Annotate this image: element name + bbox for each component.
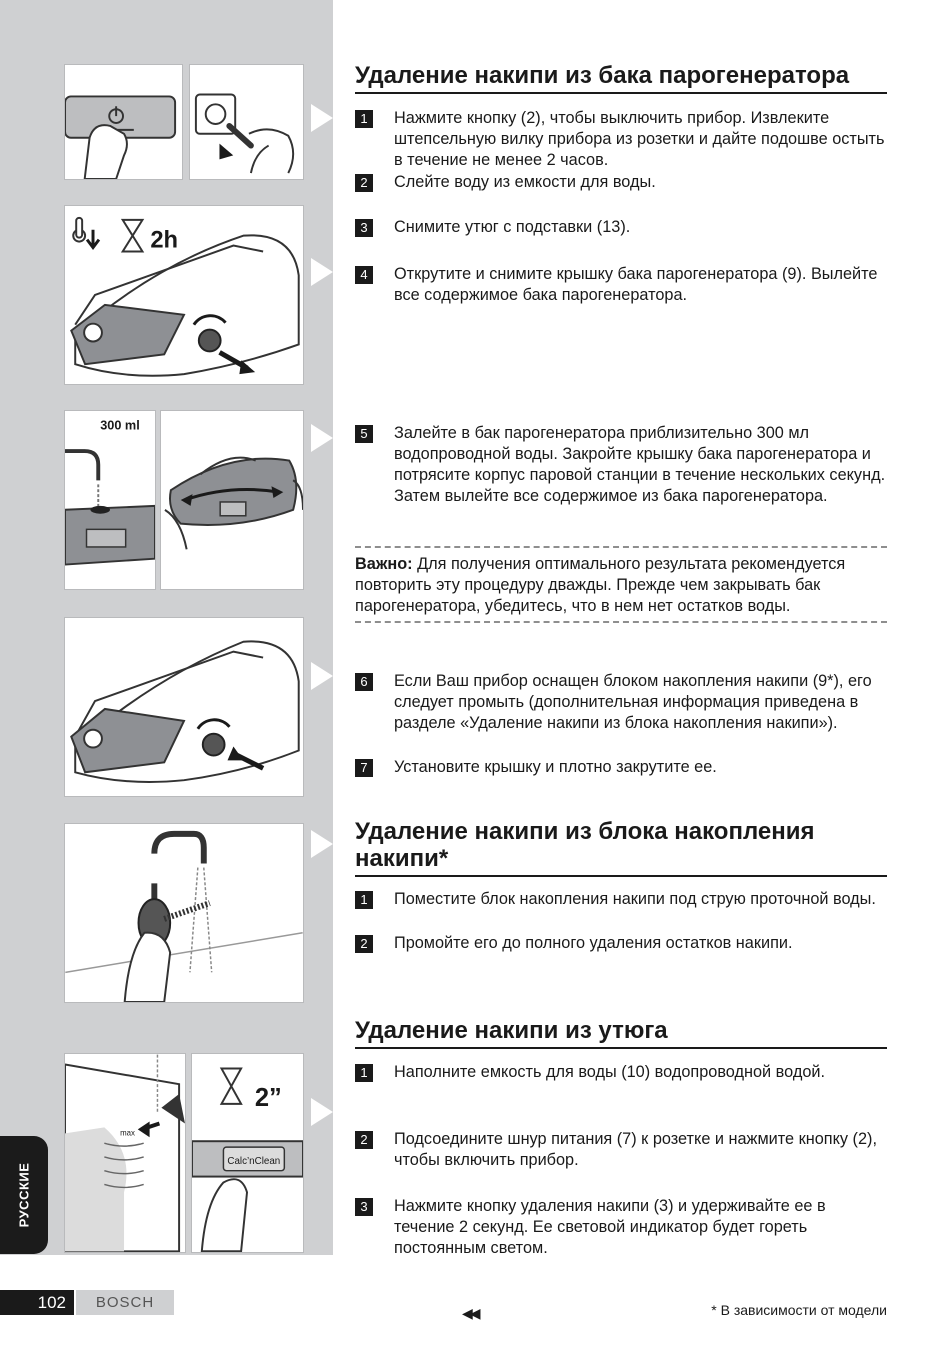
section-title: Удаление накипи из бака парогенератора (355, 62, 887, 94)
language-tab[interactable] (0, 1136, 48, 1254)
step-item (355, 1129, 887, 1171)
step-item (355, 172, 887, 193)
important-note (355, 546, 887, 623)
step-item (355, 757, 887, 778)
step-text: Снимите утюг с подставки (13). (394, 218, 631, 236)
step-text: Подсоедините шнур питания (7) к розетке и нажмите кнопку (2), чтобы включить прибор. (394, 1130, 877, 1169)
step-item (355, 108, 887, 171)
figure-unplug (189, 64, 304, 180)
section-descale-collector (355, 818, 887, 877)
section-descale-iron (355, 1017, 887, 1049)
step-number: 4 (355, 266, 373, 284)
step-text: Промойте его до полного удаления остатков накипи. (394, 934, 793, 952)
pointer-arrow (311, 662, 333, 690)
step-number: 2 (355, 935, 373, 953)
step-number: 2 (355, 174, 373, 192)
important-text: Для получения оптимального результата рекомендуется повторить эту процедуру дважды. Прежде чем закрывать бак парогенератора, убедитесь, что в нем нет остатков воды. (355, 555, 846, 615)
step-number: 1 (355, 1064, 373, 1082)
figure-calc-clean-button (191, 1053, 304, 1253)
calc-clean-label: Calc’nClean (227, 1155, 281, 1167)
figure-rinse-collector (64, 823, 304, 1003)
step-number: 1 (355, 891, 373, 909)
max-label: max (120, 1128, 135, 1138)
step-number: 3 (355, 1198, 373, 1216)
pointer-arrow (311, 830, 333, 858)
back-nav-icon[interactable]: ◀◀ (462, 1305, 478, 1321)
step-text: Наполните емкость для воды (10) водопроводной водой. (394, 1063, 825, 1081)
figure-power-button (64, 64, 183, 180)
step-number: 6 (355, 673, 373, 691)
step-number: 2 (355, 1131, 373, 1149)
step-text: Слейте воду из емкости для воды. (394, 173, 656, 191)
pointer-arrow (311, 258, 333, 286)
pointer-arrow (311, 424, 333, 452)
figure-fill-iron-tank (64, 1053, 186, 1253)
step-text: Залейте в бак парогенератора приблизительно 300 мл водопроводной воды. Закройте крышку бака парогенератора и потрясите корпус паровой станции в течение нескольких секунд. Затем вылейте все содержимое из бака парогенератора. (394, 424, 886, 505)
step-text: Открутите и снимите крышку бака парогенератора (9). Вылейте все содержимое бака парогенератора. (394, 265, 878, 304)
section-descale-steam-tank (355, 62, 887, 94)
step-item (355, 671, 887, 734)
step-text: Если Ваш прибор оснащен блоком накопления накипи (9*), его следует промыть (дополнительная информация приведена в разделе «Удаление накипи из блока накопления накипи»). (394, 672, 872, 732)
step-text: Нажмите кнопку (2), чтобы выключить прибор. Извлеките штепсельную вилку прибора из розетки и дайте подошве остыть в течение не менее 2 часов. (394, 109, 885, 169)
step-item (355, 217, 887, 238)
figure-station-screw-cap (64, 617, 304, 797)
brand-label: BOSCH (76, 1290, 174, 1315)
hourglass-label: 2h (150, 227, 179, 254)
pointer-arrow (311, 1098, 333, 1126)
step-text: Установите крышку и плотно закрутите ее. (394, 758, 717, 776)
page-number: 102 (0, 1290, 74, 1315)
figure-station-unscrew (64, 205, 304, 385)
section-title: Удаление накипи из утюга (355, 1017, 887, 1049)
figure-shake-station (160, 410, 304, 590)
step-text: Нажмите кнопку удаления накипи (3) и удерживайте ее в течение 2 секунд. Ее световой индикатор будет гореть постоянным светом. (394, 1197, 826, 1257)
step-item (355, 423, 887, 507)
step-item (355, 933, 887, 954)
timer-label: 2” (254, 1083, 282, 1112)
pointer-arrow (311, 104, 333, 132)
step-number: 3 (355, 219, 373, 237)
step-text: Поместите блок накопления накипи под струю проточной воды. (394, 890, 876, 908)
step-number: 5 (355, 425, 373, 443)
step-number: 7 (355, 759, 373, 777)
important-label: Важно: (355, 555, 413, 573)
tank-volume-label: 300 ml (100, 417, 140, 433)
step-item (355, 264, 887, 306)
language-tab-label: РУССКИЕ (16, 1162, 32, 1228)
step-item (355, 889, 887, 910)
step-item (355, 1196, 887, 1259)
section-title: Удаление накипи из блока накопления накипи* (355, 818, 887, 877)
step-number: 1 (355, 110, 373, 128)
figure-fill-water (64, 410, 156, 590)
footnote: * В зависимости от модели (711, 1302, 887, 1318)
step-item (355, 1062, 887, 1083)
